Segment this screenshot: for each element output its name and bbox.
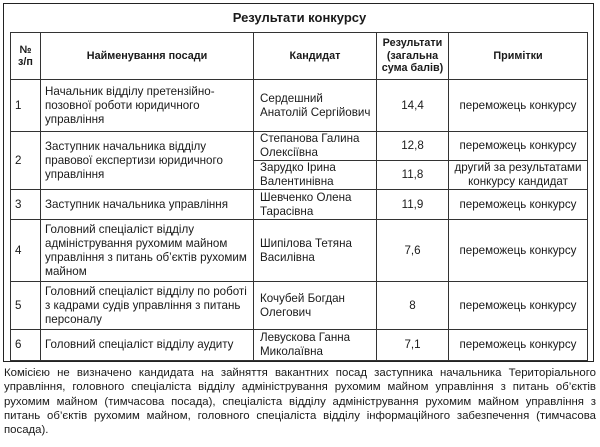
row-note: переможець конкурсу [449, 330, 588, 361]
row-score: 7,6 [377, 220, 449, 282]
row-position: Заступник начальника відділу правової експертизи юридичного управління [41, 132, 254, 190]
row-note: переможець конкурсу [449, 282, 588, 330]
row-note: переможець конкурсу [449, 132, 588, 161]
row-score: 7,1 [377, 330, 449, 361]
table-row [11, 330, 588, 361]
footer-note: Комісією не визначено кандидата на зайняття вакантних посад заступника начальника Територіального управління, головного спеціаліста відділу адміністрування рухомим майном управління з питань об’єктів рухомим майном (тимчасова посада), спеціаліста відділу адміністрування рухомим майном управління з питань об’єктів рухомим майном, головного спеціаліста відділу інформаційного забезпечення (тимчасова посада). [4, 367, 596, 437]
row-num: 6 [11, 330, 41, 361]
table-row [11, 80, 588, 132]
row-note: переможець конкурсу [449, 190, 588, 220]
table-header-row [11, 33, 588, 80]
row-candidate: Степанова Галина Олексіївна [254, 132, 377, 161]
table-row [11, 190, 588, 220]
row-score: 14,4 [377, 80, 449, 132]
row-position: Начальник відділу претензійно-позовної роботи юридичного управління [41, 80, 254, 132]
row-candidate: Шевченко Олена Тарасівна [254, 190, 377, 220]
row-score: 8 [377, 282, 449, 330]
row-num: 3 [11, 190, 41, 220]
row-candidate: Шипілова Тетяна Василівна [254, 220, 377, 282]
table-row [11, 282, 588, 330]
row-position: Головний спеціаліст відділу по роботі з кадрами судів управління з питань персоналу [41, 282, 254, 330]
page-title: Результати конкурсу [232, 10, 367, 25]
table-row [11, 220, 588, 282]
row-candidate: Левускова Ганна Миколаївна [254, 330, 377, 361]
row-num: 5 [11, 282, 41, 330]
table-row [11, 132, 588, 161]
results-frame [3, 3, 594, 362]
row-num: 1 [11, 80, 41, 132]
row-candidate: Сердешний Анатолій Сергійович [254, 80, 377, 132]
header-position: Найменування посади [41, 33, 254, 80]
header-notes: Примітки [449, 33, 588, 80]
row-candidate: Зарудко Ірина Валентинівна [254, 161, 377, 190]
row-position: Головний спеціаліст відділу аудиту [41, 330, 254, 361]
results-table [10, 32, 588, 361]
row-score: 11,9 [377, 190, 449, 220]
row-note: другий за результатами конкурсу кандидат [449, 161, 588, 190]
row-position: Заступник начальника управління [41, 190, 254, 220]
row-note: переможець конкурсу [449, 80, 588, 132]
header-num: № з/п [11, 33, 41, 80]
row-score: 11,8 [377, 161, 449, 190]
row-position: Головний спеціаліст відділу адміністрування рухомим майном управління з питань об’єктів рухомим майном [41, 220, 254, 282]
row-note: переможець конкурсу [449, 220, 588, 282]
row-score: 12,8 [377, 132, 449, 161]
row-candidate: Кочубей Богдан Олегович [254, 282, 377, 330]
header-result: Результати (загальна сума балів) [377, 33, 449, 80]
row-num: 4 [11, 220, 41, 282]
header-candidate: Кандидат [254, 33, 377, 80]
row-num: 2 [11, 132, 41, 190]
